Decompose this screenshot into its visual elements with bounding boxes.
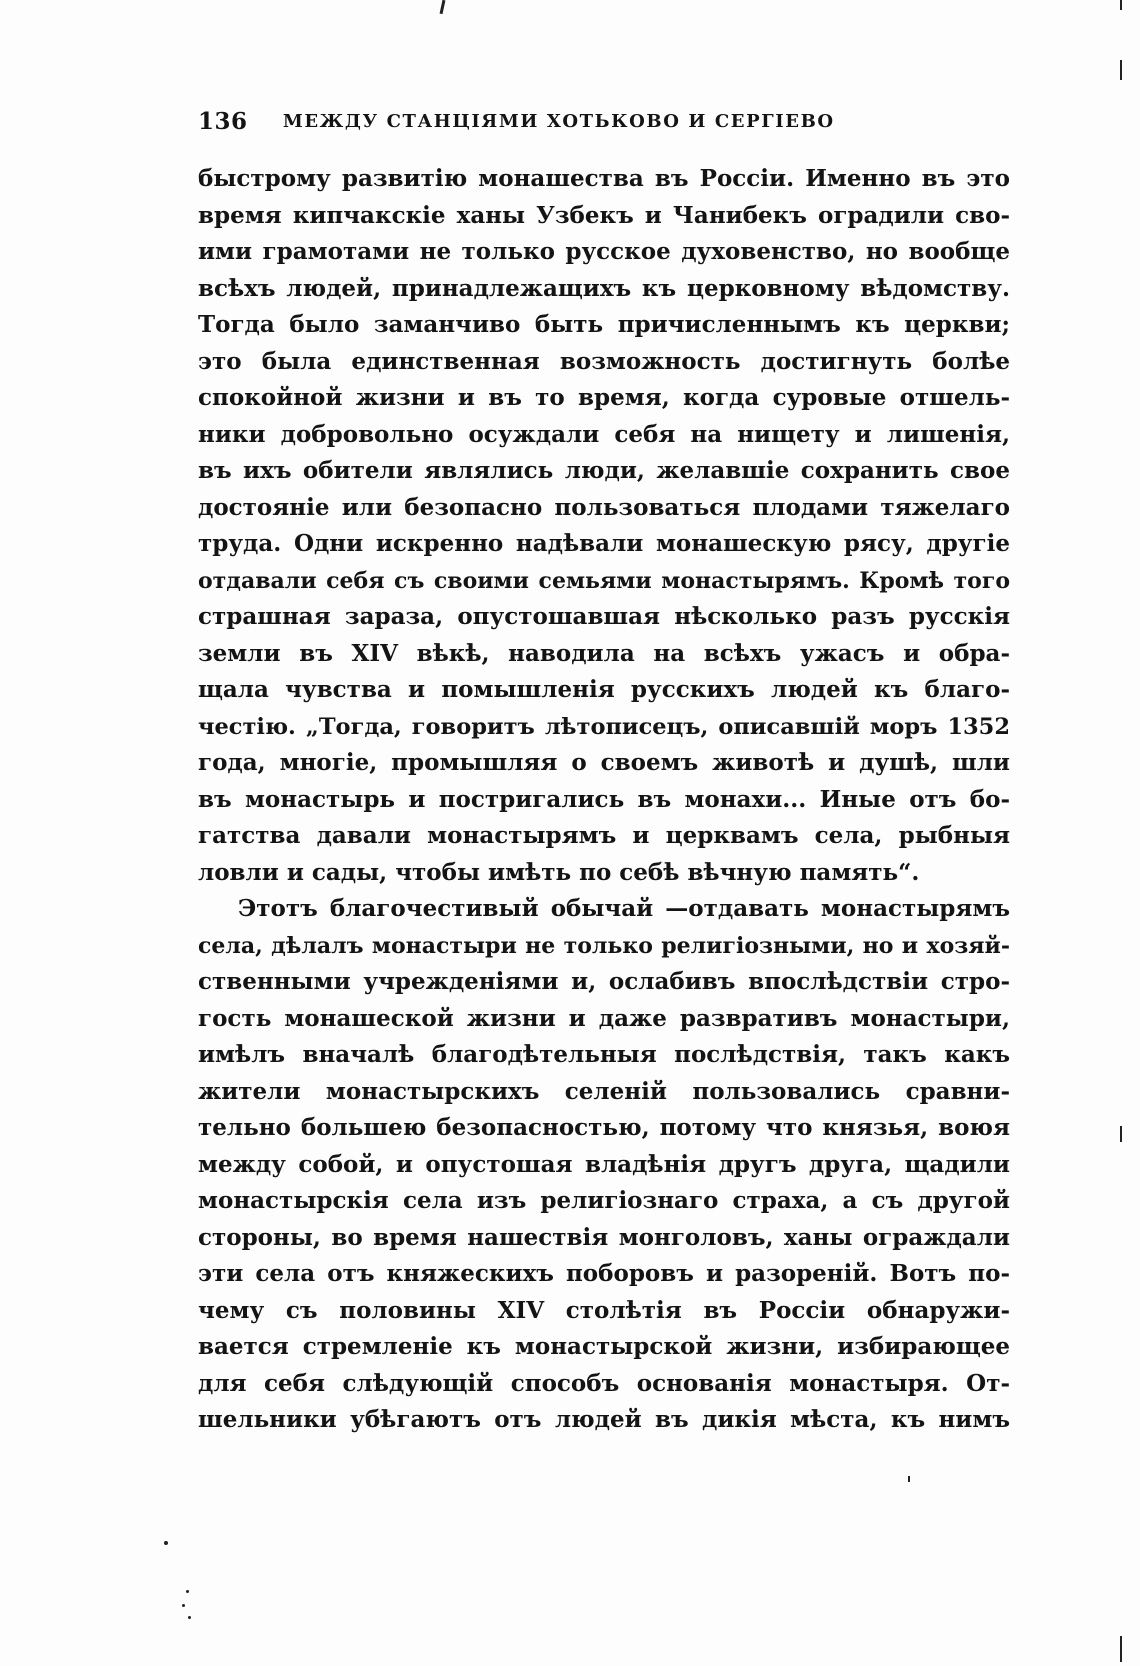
scan-speck bbox=[182, 1604, 185, 1607]
text-line: Тогда было заманчиво быть причисленнымъ къ церкви; bbox=[198, 311, 1010, 338]
text-line: шельники убѣгаютъ отъ людей въ дикія мѣста, къ нимъ bbox=[198, 1406, 1010, 1433]
text-line: въ монастырь и постригались въ монахи... Иные отъ бо- bbox=[198, 785, 1010, 813]
text-line: монастырскія села изъ религіознаго страха, а съ другой bbox=[198, 1187, 1010, 1214]
running-head bbox=[198, 104, 860, 138]
text-line: года, многіе, промышляя о своемъ животѣ и душѣ, шли bbox=[198, 749, 1010, 776]
text-line: между собой, и опустошая владѣнія другъ друга, щадили bbox=[198, 1150, 1010, 1178]
text-line: ственными учрежденіями и, ослабивъ впослѣдствіи стро- bbox=[198, 968, 1010, 995]
scan-speck bbox=[1120, 0, 1122, 10]
scan-speck bbox=[1120, 1636, 1122, 1662]
text-line: щала чувства и помышленія русскихъ людей къ благо- bbox=[198, 676, 1010, 703]
text-line: достояніе или безопасно пользоваться плодами тяжелаго bbox=[198, 493, 1010, 521]
text-line: Этотъ благочестивый обычай —отдавать монастырямъ bbox=[238, 895, 1010, 922]
text-line: быстрому развитію монашества въ Россіи. Именно въ это bbox=[198, 165, 1010, 192]
text-line: земли въ XIV вѣкѣ, наводила на всѣхъ ужасъ и обра- bbox=[198, 639, 1010, 667]
text-line: села, дѣлалъ монастыри не только религіозными, но и хозяй- bbox=[198, 932, 1010, 959]
text-line: вается стремленіе къ монастырской жизни, избирающее bbox=[198, 1333, 1010, 1360]
text-line: для себя слѣдующій способъ основанія монастыря. От- bbox=[198, 1369, 1010, 1397]
text-line: ловли и сады, чтобы имѣть по себѣ вѣчную память“. bbox=[198, 858, 920, 886]
text-line: это была единственная возможность достигнуть болѣе bbox=[198, 347, 1010, 375]
text-line: ими грамотами не только русское духовенство, но вообще bbox=[198, 238, 1010, 265]
text-line: спокойной жизни и въ то время, когда суровые отшель- bbox=[198, 384, 1010, 411]
paragraph-1 bbox=[198, 161, 1010, 891]
paragraph-2 bbox=[198, 891, 1010, 1439]
scan-speck bbox=[1120, 60, 1122, 80]
scan-speck bbox=[164, 1541, 168, 1545]
body-text bbox=[198, 161, 1010, 1439]
text-line: ники добровольно осуждали себя на нищету и лишенія, bbox=[198, 420, 1010, 448]
running-title: МЕЖДУ СТАНЦІЯМИ ХОТЬКОВО И СЕРГІЕВО bbox=[282, 110, 835, 132]
text-line: труда. Одни искренно надѣвали монашескую рясу, другіе bbox=[198, 530, 1010, 557]
text-line: страшная зараза, опустошавшая нѣсколько разъ русскія bbox=[198, 603, 1010, 630]
text-line: стороны, во время нашествія монголовъ, ханы ограждали bbox=[198, 1223, 1010, 1251]
text-line: въ ихъ обители являлись люди, желавшіе сохранить свое bbox=[198, 457, 1010, 484]
scan-speck bbox=[186, 1590, 189, 1593]
text-line: честію. „Тогда, говоритъ лѣтописецъ, описавшій моръ 1352 bbox=[198, 713, 1010, 740]
text-line: эти села отъ княжескихъ поборовъ и разореній. Вотъ по- bbox=[198, 1260, 1010, 1287]
text-line: чему съ половины XIV столѣтія въ Россіи обнаружи- bbox=[198, 1296, 1010, 1324]
text-line: тельно большею безопасностью, потому что князья, воюя bbox=[198, 1114, 1010, 1141]
text-line: гость монашеской жизни и даже развративъ монастыри, bbox=[198, 1004, 1010, 1032]
text-line: всѣхъ людей, принадлежащихъ къ церковному вѣдомству. bbox=[198, 274, 1010, 302]
scan-speck bbox=[440, 0, 446, 14]
text-line: гатства давали монастырямъ и церквамъ села, рыбныя bbox=[198, 822, 1010, 849]
text-line: отдавали себя съ своими семьями монастырямъ. Кромѣ того bbox=[198, 567, 1010, 594]
scan-speck bbox=[188, 1616, 191, 1619]
scan-speck bbox=[908, 1476, 910, 1482]
page-number: 136 bbox=[198, 107, 248, 135]
scan-speck bbox=[1120, 1126, 1122, 1142]
text-line: время кипчакскіе ханы Узбекъ и Чанибекъ оградили сво- bbox=[198, 201, 1010, 229]
text-line: имѣлъ вначалѣ благодѣтельныя послѣдствія, такъ какъ bbox=[198, 1041, 1010, 1068]
text-line: жители монастырскихъ селеній пользовались сравни- bbox=[198, 1077, 1010, 1105]
